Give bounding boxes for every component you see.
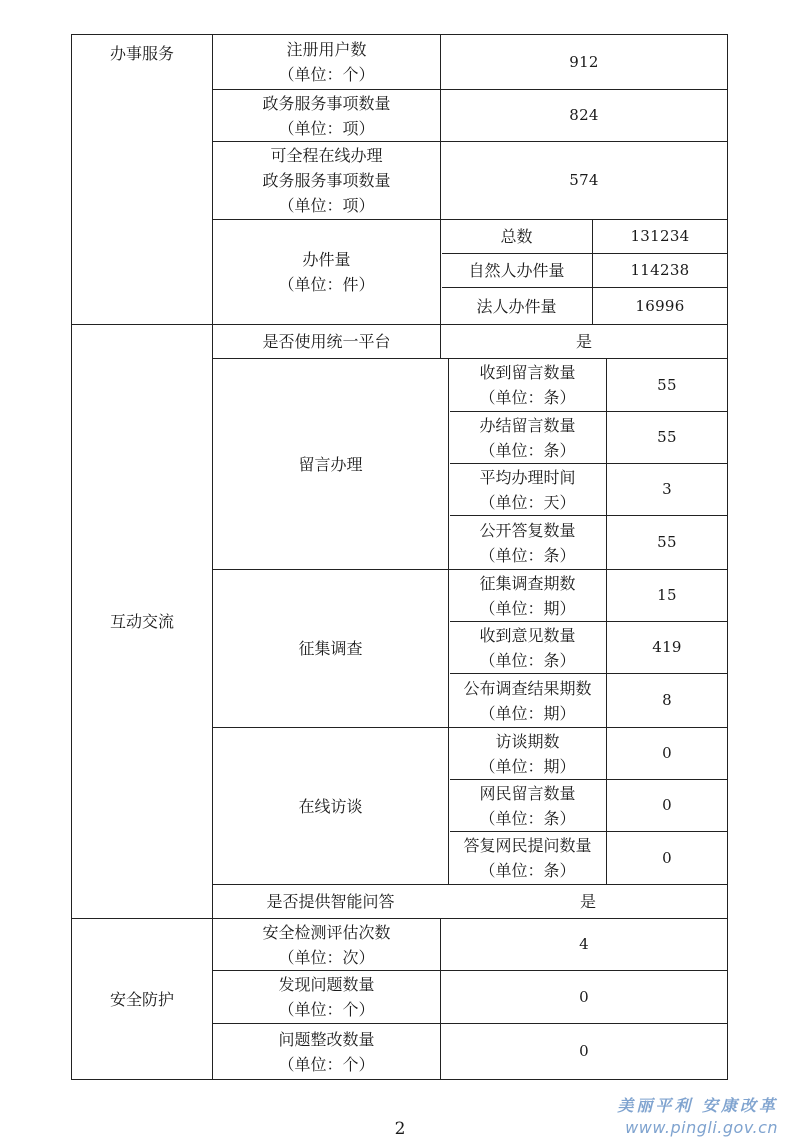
label-line: 平均办理时间: [479, 467, 576, 487]
handled-total-value: [593, 220, 727, 253]
category-label: 安全防护: [109, 989, 174, 1009]
service-items-value: [441, 90, 727, 141]
value-text: 4: [579, 935, 589, 953]
value-text: 15: [657, 586, 677, 604]
label-line: 安全检测评估次数: [262, 922, 391, 942]
government-website-statistics-table: [71, 34, 728, 1080]
watermark-slogan: 美丽平利 安康改革: [617, 1096, 778, 1115]
label-line: 是否使用统一平台: [262, 332, 391, 351]
unit-line: （单位：项）: [278, 196, 375, 215]
interview-section-label: [213, 728, 448, 884]
handled-natural-value: [593, 254, 727, 287]
label-line: 征集调查期数: [479, 573, 576, 593]
label-line: 公开答复数量: [479, 520, 576, 540]
watermark-url: www.pingli.gov.cn: [625, 1118, 778, 1137]
unit-line: （单位：条）: [479, 861, 576, 880]
unit-line: （单位：期）: [479, 598, 576, 618]
online-items-label: [213, 142, 440, 219]
label-line: 访谈期数: [495, 731, 560, 751]
survey-results-value: [607, 674, 727, 727]
value-text: 55: [657, 375, 677, 394]
registered-users-label: [213, 35, 440, 89]
problems-fixed-label: [213, 1024, 440, 1079]
value-text: 419: [652, 638, 682, 656]
unit-line: （单位：个）: [278, 1000, 375, 1019]
unified-platform-value: [441, 325, 727, 358]
registered-users-value: [441, 35, 727, 89]
category-label: 办事服务: [109, 44, 174, 63]
messages-avg-time-value: [607, 464, 727, 515]
category-office-services: [72, 35, 212, 324]
unit-line: （单位：次）: [278, 947, 375, 967]
category-interaction: [72, 325, 212, 918]
messages-received-label: [449, 359, 606, 411]
problems-found-label: [213, 971, 440, 1023]
value-text: 是: [579, 892, 596, 911]
interview-replies-label: [449, 832, 606, 884]
unit-line: （单位：个）: [278, 65, 375, 84]
interview-messages-value: [607, 780, 727, 831]
label-line: 收到留言数量: [479, 363, 576, 382]
messages-public-replies-label: [449, 516, 606, 569]
value-text: 55: [657, 428, 677, 446]
survey-periods-label: [449, 570, 606, 621]
problems-fixed-value: [441, 1024, 727, 1079]
value-text: 0: [579, 1042, 589, 1060]
category-label: 互动交流: [109, 612, 174, 631]
value-text: 0: [662, 744, 672, 762]
label-line: 自然人办件量: [468, 261, 565, 280]
value-text: 是: [575, 332, 592, 351]
unit-line: （单位：条）: [479, 545, 576, 565]
handled-natural-label: [441, 254, 592, 287]
interview-periods-label: [449, 728, 606, 779]
handled-total-label: [441, 220, 592, 253]
value-text: 131234: [630, 227, 690, 245]
survey-opinions-value: [607, 622, 727, 673]
value-text: 114238: [630, 261, 690, 279]
value-text: 0: [662, 848, 672, 867]
messages-received-value: [607, 359, 727, 411]
messages-public-replies-value: [607, 516, 727, 569]
unit-line: （单位：条）: [479, 440, 576, 460]
label-line: 政务服务事项数量: [262, 93, 391, 113]
online-items-value: [441, 142, 727, 219]
unit-line: （单位：期）: [479, 703, 576, 723]
interview-periods-value: [607, 728, 727, 779]
handled-legal-value: [593, 288, 727, 324]
value-text: 912: [569, 52, 599, 71]
value-text: 8: [662, 691, 672, 709]
label-line: 是否提供智能问答: [266, 892, 395, 911]
survey-section-label: [213, 570, 448, 727]
label-line: 注册用户数: [286, 40, 367, 59]
label-line: 问题整改数量: [278, 1029, 375, 1049]
handled-legal-label: [441, 288, 592, 324]
value-text: 824: [569, 106, 599, 124]
interview-messages-label: [449, 780, 606, 831]
category-security: [72, 919, 212, 1079]
label-line: 答复网民提问数量: [463, 836, 592, 855]
unit-line: （单位：条）: [479, 808, 576, 828]
handled-label: [213, 220, 440, 324]
messages-section-label: [213, 359, 448, 569]
unit-line: （单位：项）: [278, 118, 375, 138]
unit-line: （单位：条）: [479, 388, 576, 407]
smart-qa-label: [213, 885, 448, 918]
label-line: 发现问题数量: [278, 975, 375, 994]
value-text: 55: [657, 533, 677, 551]
label-line: 留言办理: [298, 454, 363, 474]
problems-found-value: [441, 971, 727, 1023]
service-items-label: [213, 90, 440, 141]
value-text: 574: [569, 171, 599, 189]
label-line: 公布调查结果期数: [463, 678, 592, 698]
label-line: 收到意见数量: [479, 625, 576, 645]
survey-opinions-label: [449, 622, 606, 673]
label-line: 在线访谈: [298, 796, 363, 816]
messages-finished-value: [607, 412, 727, 463]
label-line: 法人办件量: [476, 296, 557, 316]
unit-line: （单位：个）: [278, 1054, 375, 1074]
inspections-label: [213, 919, 440, 970]
label-line: 办结留言数量: [479, 415, 576, 435]
value-text: 3: [662, 480, 672, 498]
unit-line: （单位：天）: [479, 492, 576, 512]
inspections-value: [441, 919, 727, 970]
survey-periods-value: [607, 570, 727, 621]
messages-finished-label: [449, 412, 606, 463]
label-line: 办件量: [302, 250, 351, 269]
value-text: 0: [662, 796, 672, 814]
label-line: 政务服务事项数量: [262, 171, 391, 190]
survey-results-label: [449, 674, 606, 727]
interview-replies-value: [607, 832, 727, 884]
unified-platform-label: [213, 325, 440, 358]
page-number: 2: [394, 1119, 406, 1139]
unit-line: （单位：条）: [479, 650, 576, 670]
unit-line: （单位：件）: [278, 275, 375, 294]
messages-avg-time-label: [449, 464, 606, 515]
label-line: 网民留言数量: [479, 783, 576, 803]
smart-qa-value: [449, 885, 727, 918]
label-line: 总数: [500, 227, 533, 246]
value-text: 16996: [635, 296, 685, 315]
label-line: 征集调查: [298, 639, 363, 658]
label-line: 可全程在线办理: [270, 146, 383, 165]
value-text: 0: [579, 987, 589, 1006]
unit-line: （单位：期）: [479, 756, 576, 776]
